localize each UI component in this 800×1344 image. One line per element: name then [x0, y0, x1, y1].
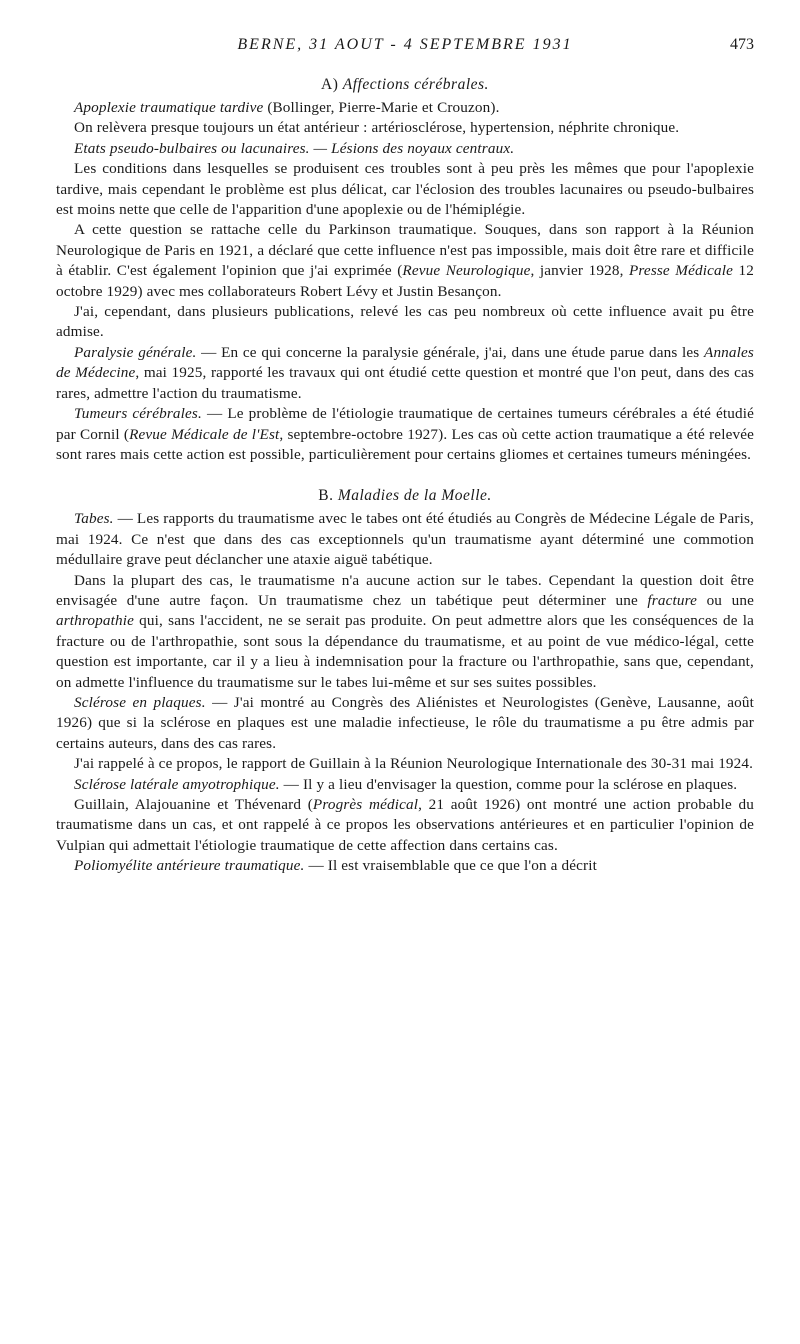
- emphasis: fracture: [647, 591, 697, 609]
- section-heading-b: [56, 487, 754, 505]
- paragraph: [56, 754, 754, 774]
- paragraph-text: qui, sans l'accident, ne se serait pas produite. On peut admettre alors que les conséquences de la fracture ou de l'arthropathie, sont sous la dépendance du traumatisme, et au point de vue médico-légal, cette question est importante, car il y a lieu à indemnisation pour la fracture ou l'arthropathie, sans que, cependant, on admette l'influence du traumatisme sur le tabes lui-même et sur ses suites possibles.: [56, 612, 754, 691]
- paragraph-text: ou une: [697, 591, 754, 609]
- paragraph-text: J'ai rappelé à ce propos, le rapport de Guillain à la Réunion Neurologique Internationale des 30-31 mai 1924.: [74, 755, 754, 773]
- paragraph: [56, 98, 754, 118]
- paragraph: [56, 693, 754, 754]
- section-b-title: Maladies de la Moelle.: [337, 487, 492, 505]
- paragraph-text: — Le problème de l'étiologie traumatique de certaines tumeurs cérébrales a été étudié par Cornil (: [56, 405, 755, 443]
- emphasis: arthropathie: [56, 612, 135, 630]
- section-gap: [56, 465, 754, 475]
- paragraph-text: , 21 août 1926) ont montré une action probable du traumatisme dans un cas, et ont rappelé à ce propos les observations antérieures et en particulier l'opinion de Vulpian qui admettait l'étiologie traumatique de cette affection dans certains cas.: [56, 796, 754, 854]
- section-heading-a: [56, 76, 754, 94]
- section-a-title: Affections cérébrales.: [342, 76, 489, 93]
- paragraph-label: Poliomyélite antérieure traumatique.: [74, 857, 305, 875]
- paragraph-label: Sclérose en plaques.: [74, 693, 206, 711]
- paragraph-label: Tabes.: [74, 510, 114, 528]
- paragraph-text: , mai 1925, rapporté les travaux qui ont étudié cette question et montré que l'on peut, dans des cas rares, admettre l'action du traumatisme.: [56, 364, 754, 402]
- running-title: BERNE, 31 AOUT - 4 SEPTEMBRE 1931: [237, 36, 573, 53]
- section-b-prefix: B.: [318, 487, 334, 505]
- paragraph-label: Paralysie générale.: [74, 343, 197, 361]
- paragraph-text: — J'ai montré au Congrès des Aliénistes et Neurologistes (Genève, Lausanne, août 1926) que si la sclérose en plaques est une maladie infectieuse, le rôle du traumatisme a pu être admis par certains auteurs, dans des cas rares.: [56, 693, 755, 752]
- citation: Presse Médicale: [629, 262, 734, 280]
- paragraph: [56, 139, 754, 159]
- citation: Revue Neurologique: [402, 262, 531, 280]
- paragraph-text: J'ai, cependant, dans plusieurs publications, relevé les cas peu nombreux où cette influence avait pu être admise.: [56, 303, 754, 341]
- paragraph: [56, 509, 754, 570]
- paragraph-text: , septembre-octobre 1927). Les cas où cette action traumatique a été relevée sont rares mais cette action est possible, particulièrement pour certains gliomes et certaines tumeurs méningées.: [56, 425, 754, 463]
- paragraph-label: Etats pseudo-bulbaires ou lacunaires. — Lésions des noyaux centraux.: [74, 139, 515, 157]
- citation: Annales de Médecine: [56, 343, 754, 382]
- paragraph-text: — Les rapports du traumatisme avec le tabes ont été étudiés au Congrès de Médecine Légale de Paris, mai 1924. Ce n'est que dans des cas exceptionnels qu'un traumatisme ayant déterminé une commotion médullaire grave peut déclancher une ataxie aiguë tabétique.: [56, 510, 754, 569]
- paragraph: [56, 856, 754, 876]
- paragraph-text: Dans la plupart des cas, le traumatisme n'a aucune action sur le tabes. Cependant la question doit être envisagée d'une autre façon. Un traumatisme chez un tabétique peut déterminer une: [56, 571, 754, 609]
- paragraph: [56, 118, 754, 138]
- paragraph: [56, 571, 754, 693]
- paragraph-text: — Il est vraisemblable que ce que l'on a décrit: [304, 857, 597, 875]
- paragraph: [56, 404, 754, 465]
- paragraph: [56, 159, 754, 220]
- paragraph-text: A cette question se rattache celle du Parkinson traumatique. Souques, dans son rapport à la Réunion Neurologique de Paris en 1921, a déclaré que cette influence n'est pas impossible, mais doit être rare et difficile à établir. C'est également l'opinion que j'ai exprimée (: [56, 221, 754, 280]
- citation: Progrès médical: [312, 796, 419, 813]
- paragraph-text: Les conditions dans lesquelles se produisent ces troubles sont à peu près les mêmes que pour l'apoplexie tardive, mais cependant le problème est plus délicat, car l'éclosion des troubles lacunaires ou pseudo-bulbaires est moins nette que celle de l'apparition d'une apoplexie ou de l'hémiplégie.: [56, 160, 754, 219]
- paragraph-text: , janvier 1928,: [530, 262, 629, 280]
- paragraph: [56, 343, 754, 404]
- paragraph-text: — Il y a lieu d'envisager la question, comme pour la sclérose en plaques.: [279, 775, 738, 793]
- paragraph-label: Tumeurs cérébrales.: [74, 405, 202, 423]
- paragraph-text: 12 octobre 1929) avec mes collaborateurs Robert Lévy et Justin Besançon.: [56, 262, 754, 300]
- paragraph-text: On relèvera presque toujours un état antérieur : artériosclérose, hypertension, néphrite chronique.: [74, 119, 680, 137]
- running-header: [56, 34, 754, 64]
- paragraph-label: Sclérose latérale amyotrophique.: [74, 775, 280, 793]
- paragraph-label: Apoplexie traumatique tardive: [74, 99, 264, 116]
- paragraph-text: (Bollinger, Pierre-Marie et Crouzon).: [263, 99, 500, 116]
- paragraph: [56, 220, 754, 302]
- paragraph: [56, 775, 754, 795]
- page-number: 473: [730, 36, 754, 53]
- paragraph: [56, 302, 754, 343]
- paragraph-text: — En ce qui concerne la paralysie générale, j'ai, dans une étude parue dans les: [196, 343, 705, 361]
- section-a-prefix: A): [321, 76, 339, 93]
- paragraph: [56, 795, 754, 856]
- citation: Revue Médicale de l'Est: [129, 425, 280, 443]
- paragraph-text: Guillain, Alajouanine et Thévenard (: [74, 796, 313, 813]
